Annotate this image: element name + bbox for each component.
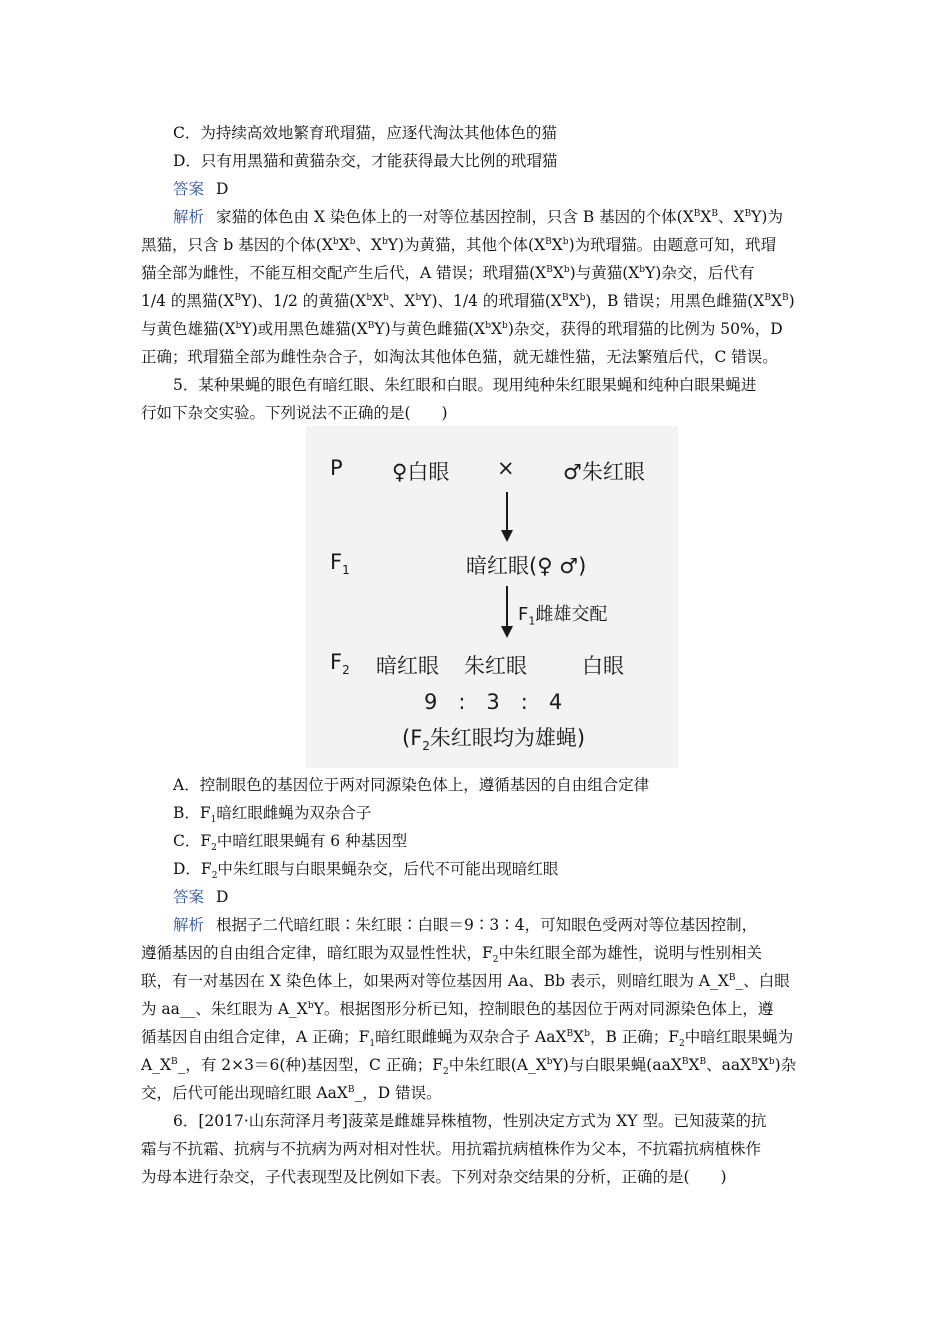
text: X (372, 292, 384, 310)
analysis-prev-line-5 (141, 316, 783, 342)
sup: B (561, 292, 569, 303)
text: )杂 (774, 1056, 797, 1074)
sup: B (751, 1056, 758, 1067)
sub: 2 (443, 1067, 449, 1078)
sup: b (307, 1000, 314, 1011)
sup: B (367, 320, 375, 331)
sup: B (693, 208, 701, 219)
text: 与黄色雄猫(X (141, 320, 236, 338)
text: _、白眼 (735, 972, 790, 990)
text: 中朱红眼与白眼果蝇杂交，后代不可能出现暗红眼 (217, 860, 559, 878)
analysis-prev-line-3 (141, 260, 754, 286)
sub: 1 (369, 1039, 376, 1050)
sub: 2 (492, 955, 499, 966)
text: 为 aa__、朱红眼为 A_X (141, 1000, 308, 1018)
q5-option-d (173, 856, 558, 882)
sup: B (347, 1084, 355, 1095)
sup: b (415, 292, 422, 303)
answer-value: D (216, 180, 229, 198)
text: Y)、1/4 的玳瑁猫(X (421, 292, 562, 310)
text: 、aaX (706, 1056, 752, 1074)
arrow-f1-f2-head (501, 626, 513, 638)
text: X (491, 320, 503, 338)
text: X (770, 292, 783, 310)
text: 朱红眼均为雄蝇) (429, 726, 586, 750)
sup: b (563, 264, 570, 275)
text: ，B 正确；F (589, 1028, 680, 1046)
text: C．F (173, 832, 212, 850)
sup: b (383, 292, 389, 303)
analysis-prev-line-6: 正确；玳瑁猫全部为雌性杂合子，如淘汰其他体色猫，就无雄性猫，无法繁殖后代，C 错误。 (141, 348, 778, 366)
cross-symbol: × (497, 456, 515, 480)
analysis-prev-line-2 (141, 232, 776, 258)
question-6-line-2: 霜与不抗霜、抗病与不抗病为两对相对性状。用抗霜抗病植株作为父本，不抗霜抗病植株作 (141, 1140, 762, 1158)
sup: B (728, 972, 736, 983)
parent-female: ♀白眼 (392, 460, 450, 484)
text: F (330, 650, 343, 674)
text: (F (402, 726, 423, 750)
text: F (518, 604, 529, 625)
text: 循基因自由组合定律，A 正确；F (141, 1028, 370, 1046)
sup: B (170, 1056, 178, 1067)
text: 暗红眼雌蝇为双杂合子 (216, 804, 372, 822)
q5-option-b (173, 800, 371, 826)
sup: B (744, 208, 752, 219)
option-d-prev: D．只有用黑猫和黄猫杂交，才能获得最大比例的玳瑁猫 (173, 152, 558, 170)
text: X (338, 236, 350, 254)
sup: b (366, 292, 373, 303)
sub: 2 (422, 739, 430, 754)
sup: b (349, 236, 356, 247)
text: 中朱红眼全部为雄性，说明与性别相关 (498, 944, 763, 962)
sup: B (566, 1028, 574, 1039)
label-f1 (330, 550, 350, 578)
arrow-p-f1-shaft (506, 492, 508, 534)
text: 猫全部为雌性，不能互相交配产生后代，A 错误；玳瑁猫(X (141, 264, 547, 282)
sub: 2 (211, 871, 218, 882)
sup: b (381, 236, 388, 247)
f2-note (402, 722, 585, 752)
sup: B (764, 292, 771, 303)
text: 中朱红眼(A_X (448, 1056, 547, 1074)
analysis-q5-line-1 (173, 912, 757, 938)
text: 黑猫，只含 b 基因的个体(X (141, 236, 333, 254)
f2-white: 白眼 (582, 654, 624, 678)
analysis-q5-line-6 (141, 1052, 796, 1078)
text: F (330, 550, 343, 574)
text: Y)与黄色雌猫(X (374, 320, 486, 338)
text: Y)或用黑色雄猫(X (241, 320, 368, 338)
option-c-prev: C．为持续高效地繁育玳瑁猫，应逐代淘汰其他体色的猫 (173, 124, 557, 142)
label-p: P (330, 456, 343, 480)
sub: 2 (211, 843, 217, 854)
label-f2 (330, 650, 350, 678)
text: _，有 2×3＝6(种)基因型，C 正确；F (177, 1056, 443, 1074)
sup: b (332, 236, 339, 247)
text: 、X (388, 292, 416, 310)
f2-vermilion: 朱红眼 (464, 654, 527, 678)
sup: B (681, 1056, 689, 1067)
text: 、X (718, 208, 745, 226)
text: Y。根据图形分析已知，控制眼色的基因位于两对同源染色体上，遵 (313, 1000, 774, 1018)
analysis-label: 解析 (173, 916, 205, 934)
text: 雌雄交配 (535, 604, 608, 625)
answer-prev (173, 176, 228, 202)
q5-option-c (173, 828, 407, 854)
parent-male: ♂朱红眼 (563, 460, 645, 484)
f1-cross-label (518, 600, 607, 626)
analysis-prev-line-4 (141, 288, 795, 314)
sup: b (546, 1056, 553, 1067)
text: X (688, 1056, 700, 1074)
sup: b (584, 1028, 590, 1039)
text: 暗红眼雌蝇为双杂合子 AaX (375, 1028, 567, 1046)
text: 遵循基因的自由组合定律，暗红眼为双显性性状，F (141, 944, 493, 962)
text: X (700, 208, 712, 226)
sub: 1 (210, 815, 217, 826)
sub: 1 (528, 614, 536, 628)
sub: 1 (342, 563, 350, 578)
text: X (568, 292, 580, 310)
text: Y)为黄猫，其他个体(X (387, 236, 546, 254)
text: 、X (355, 236, 382, 254)
question-5-line-1: 5．某种果蝇的眼色有暗红眼、朱红眼和白眼。现用纯种朱红眼果蝇和纯种白眼果蝇进 (173, 376, 757, 394)
answer-value: D (216, 888, 229, 906)
answer-label: 答案 (173, 888, 205, 906)
text: X (552, 264, 564, 282)
f2-ratio: 9 : 3 : 4 (424, 690, 563, 714)
text: ) (788, 292, 795, 310)
sup: b (502, 320, 508, 331)
text: X (551, 236, 563, 254)
sub: 2 (342, 663, 350, 678)
analysis-prev-line-1 (173, 204, 783, 230)
analysis-q5-line-5 (141, 1024, 793, 1050)
sup: b (768, 1056, 775, 1067)
cross-diagram (306, 426, 678, 768)
analysis-q5-line-2 (141, 940, 762, 966)
answer-label: 答案 (173, 180, 205, 198)
text: )杂交，获得的玳瑁猫的比例为 50%，D (507, 320, 783, 338)
text: )为玳瑁猫。由题意可知，玳瑁 (568, 236, 777, 254)
text: _，D 错误。 (354, 1084, 442, 1102)
sup: B (711, 208, 719, 219)
analysis-q5-line-7 (141, 1080, 442, 1106)
text: B．F (173, 804, 211, 822)
f2-dark-red: 暗红眼 (376, 654, 439, 678)
text: X (757, 1056, 769, 1074)
text: Y)、1/2 的黄猫(X (241, 292, 367, 310)
sup: B (545, 236, 552, 247)
text: 交，后代可能出现暗红眼 AaX (141, 1084, 348, 1102)
sub: 2 (679, 1039, 685, 1050)
answer-q5 (173, 884, 228, 910)
text: A_X (141, 1056, 171, 1074)
text: D．F (173, 860, 212, 878)
arrow-p-f1-head (501, 530, 513, 542)
text: 中暗红眼果蝇为 (684, 1028, 794, 1046)
analysis-q5-line-3 (141, 968, 790, 994)
analysis-label: 解析 (173, 208, 205, 226)
question-6-line-3: 为母本进行杂交，子代表现型及比例如下表。下列对杂交结果的分析，正确的是( ) (141, 1168, 727, 1186)
text: 根据子二代暗红眼∶朱红眼∶白眼＝9∶3∶4，可知眼色受两对等位基因控制， (216, 916, 758, 934)
sup: b (562, 236, 569, 247)
analysis-q5-line-4 (141, 996, 773, 1022)
text: 家猫的体色由 X 染色体上的一对等位基因控制，只含 B 基因的个体(X (216, 208, 694, 226)
sup: B (782, 292, 789, 303)
q5-option-a: A．控制眼色的基因位于两对同源染色体上，遵循基因的自由组合定律 (173, 776, 650, 794)
text: 1/4 的黑猫(X (141, 292, 235, 310)
sup: b (639, 264, 646, 275)
question-5-line-2: 行如下杂交实验。下列说法不正确的是( ) (141, 404, 448, 422)
text: 中暗红眼果蝇有 6 种基因型 (216, 832, 408, 850)
text: X (573, 1028, 585, 1046)
text: Y)与白眼果蝇(aaX (552, 1056, 682, 1074)
text: 联，有一对基因在 X 染色体上，如果两对等位基因用 Aa、Bb 表示，则暗红眼为 A_X (141, 972, 729, 990)
arrow-f1-f2-shaft (506, 586, 508, 630)
question-6-line-1: 6．[2017·山东菏泽月考]菠菜是雌雄异株植物，性别决定方式为 XY 型。已知菠菜的抗 (173, 1112, 767, 1130)
sup: b (579, 292, 586, 303)
text: Y)杂交，后代有 (645, 264, 755, 282)
text: )与黄猫(X (569, 264, 640, 282)
sup: B (699, 1056, 707, 1067)
sup: b (235, 320, 242, 331)
text: Y)为 (751, 208, 783, 226)
f1-result: 暗红眼(♀ ♂) (466, 554, 587, 578)
sup: b (485, 320, 491, 331)
text: )，B 错误；用黑色雌猫(X (585, 292, 765, 310)
sup: B (234, 292, 242, 303)
sup: B (546, 264, 553, 275)
